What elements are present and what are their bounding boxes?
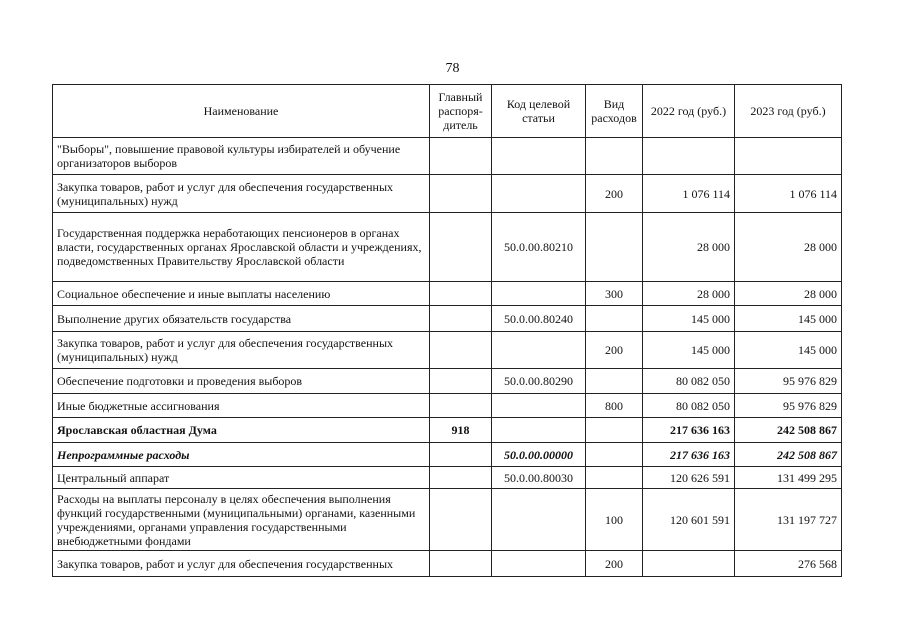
cell-code — [492, 138, 586, 175]
cell-admin — [430, 306, 492, 332]
cell-2023: 242 508 867 — [735, 443, 842, 467]
cell-2022: 217 636 163 — [643, 418, 735, 443]
table-row — [53, 306, 842, 332]
cell-2023: 131 197 727 — [735, 489, 842, 551]
table-row — [53, 369, 842, 394]
table-row — [53, 332, 842, 369]
cell-name: Закупка товаров, работ и услуг для обеспечения государственных (муниципальных) нужд — [53, 332, 430, 369]
cell-type — [586, 306, 643, 332]
table-row — [53, 394, 842, 418]
cell-2023: 28 000 — [735, 213, 842, 282]
cell-admin: 918 — [430, 418, 492, 443]
cell-code: 50.0.00.80290 — [492, 369, 586, 394]
table-row — [53, 489, 842, 551]
cell-2023: 1 076 114 — [735, 175, 842, 213]
cell-type: 200 — [586, 175, 643, 213]
cell-code — [492, 489, 586, 551]
cell-name: Иные бюджетные ассигнования — [53, 394, 430, 418]
cell-name: Закупка товаров, работ и услуг для обеспечения государственных — [53, 551, 430, 577]
cell-2023: 276 568 — [735, 551, 842, 577]
cell-2023: 242 508 867 — [735, 418, 842, 443]
cell-type — [586, 467, 643, 489]
cell-code — [492, 282, 586, 306]
header-type: Вид расходов — [586, 85, 643, 138]
cell-code — [492, 332, 586, 369]
cell-type: 800 — [586, 394, 643, 418]
table-row — [53, 175, 842, 213]
cell-admin — [430, 489, 492, 551]
cell-2022: 28 000 — [643, 282, 735, 306]
cell-2023 — [735, 138, 842, 175]
cell-type — [586, 418, 643, 443]
cell-name: Непрограммные расходы — [53, 443, 430, 467]
cell-2022: 80 082 050 — [643, 369, 735, 394]
cell-admin — [430, 369, 492, 394]
header-admin: Главный распоря-дитель — [430, 85, 492, 138]
cell-admin — [430, 443, 492, 467]
cell-code — [492, 418, 586, 443]
cell-type — [586, 369, 643, 394]
cell-code: 50.0.00.80030 — [492, 467, 586, 489]
cell-2023: 28 000 — [735, 282, 842, 306]
cell-2023: 145 000 — [735, 306, 842, 332]
cell-2022 — [643, 551, 735, 577]
cell-name: Центральный аппарат — [53, 467, 430, 489]
cell-admin — [430, 332, 492, 369]
cell-code — [492, 175, 586, 213]
cell-type — [586, 213, 643, 282]
cell-type: 200 — [586, 332, 643, 369]
cell-2022: 120 601 591 — [643, 489, 735, 551]
table-row — [53, 418, 842, 443]
budget-table — [52, 84, 842, 577]
cell-code: 50.0.00.80210 — [492, 213, 586, 282]
cell-code — [492, 551, 586, 577]
cell-2023: 95 976 829 — [735, 369, 842, 394]
cell-2022: 1 076 114 — [643, 175, 735, 213]
table-row — [53, 551, 842, 577]
cell-2022: 217 636 163 — [643, 443, 735, 467]
cell-2022: 28 000 — [643, 213, 735, 282]
cell-name: Закупка товаров, работ и услуг для обеспечения государственных (муниципальных) нужд — [53, 175, 430, 213]
cell-2022: 80 082 050 — [643, 394, 735, 418]
cell-name: Расходы на выплаты персоналу в целях обеспечения выполнения функций государственными (муниципальными) органами, казенными учреждениями, органами управления государственными внебюджетными фондами — [53, 489, 430, 551]
cell-admin — [430, 282, 492, 306]
cell-code: 50.0.00.80240 — [492, 306, 586, 332]
cell-2022: 145 000 — [643, 306, 735, 332]
header-2022: 2022 год (руб.) — [643, 85, 735, 138]
cell-2023: 131 499 295 — [735, 467, 842, 489]
cell-type — [586, 138, 643, 175]
cell-admin — [430, 175, 492, 213]
cell-admin — [430, 394, 492, 418]
cell-admin — [430, 551, 492, 577]
cell-name: "Выборы", повышение правовой культуры избирателей и обучение организаторов выборов — [53, 138, 430, 175]
cell-type: 100 — [586, 489, 643, 551]
cell-type: 200 — [586, 551, 643, 577]
cell-2022: 145 000 — [643, 332, 735, 369]
table-row — [53, 443, 842, 467]
header-name: Наименование — [53, 85, 430, 138]
table-row — [53, 213, 842, 282]
table-body — [53, 138, 842, 577]
cell-admin — [430, 138, 492, 175]
cell-2022: 120 626 591 — [643, 467, 735, 489]
header-row — [53, 85, 842, 138]
table-row — [53, 282, 842, 306]
cell-name: Выполнение других обязательств государства — [53, 306, 430, 332]
cell-name: Социальное обеспечение и иные выплаты населению — [53, 282, 430, 306]
page-number: 78 — [445, 61, 460, 76]
table-row — [53, 467, 842, 489]
cell-type — [586, 443, 643, 467]
header-code: Код целевой статьи — [492, 85, 586, 138]
cell-name: Обеспечение подготовки и проведения выборов — [53, 369, 430, 394]
cell-code: 50.0.00.00000 — [492, 443, 586, 467]
cell-2023: 145 000 — [735, 332, 842, 369]
header-2023: 2023 год (руб.) — [735, 85, 842, 138]
cell-2023: 95 976 829 — [735, 394, 842, 418]
cell-2022 — [643, 138, 735, 175]
cell-admin — [430, 213, 492, 282]
cell-type: 300 — [586, 282, 643, 306]
cell-admin — [430, 467, 492, 489]
table-row — [53, 138, 842, 175]
cell-name: Государственная поддержка неработающих пенсионеров в органах власти, государственных органах Ярославской области и учреждениях, подведомственных Правительству Ярославской области — [53, 213, 430, 282]
cell-name: Ярославская областная Дума — [53, 418, 430, 443]
cell-code — [492, 394, 586, 418]
